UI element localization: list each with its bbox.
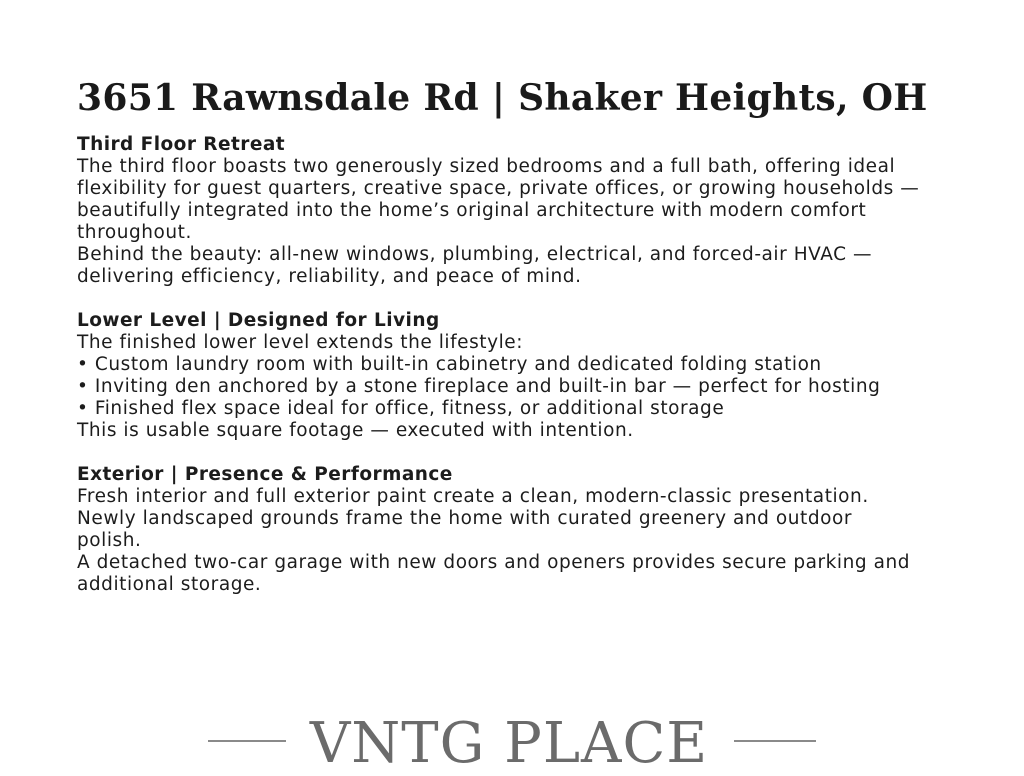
section-exterior (77, 464, 977, 596)
bullet-item: • Custom laundry room with built-in cabinetry and dedicated folding station (77, 354, 822, 375)
section-heading-third-floor: Third Floor Retreat (77, 134, 286, 155)
paragraph-line: flexibility for guest quarters, creative space, private offices, or growing households — (77, 178, 920, 199)
section-heading-exterior: Exterior | Presence & Performance (77, 464, 453, 485)
paragraph-line: A detached two-car garage with new doors and openers provides secure parking and (77, 552, 911, 573)
page-title: 3651 Rawnsdale Rd | Shaker Heights, OH (77, 77, 928, 119)
section-third-floor (77, 134, 977, 288)
paragraph-line: Behind the beauty: all-new windows, plumbing, electrical, and forced-air HVAC — (77, 244, 873, 265)
section-spacer (77, 442, 977, 464)
brand-logo (208, 711, 816, 776)
paragraph-line: Fresh interior and full exterior paint create a clean, modern-classic presentation. (77, 486, 869, 507)
paragraph-line: additional storage. (77, 574, 262, 595)
paragraph-line: The finished lower level extends the lifestyle: (77, 332, 523, 353)
bullet-item: • Inviting den anchored by a stone fireplace and built-in bar — perfect for hosting (77, 376, 881, 397)
section-lower-level (77, 310, 977, 442)
paragraph-line: This is usable square footage — executed with intention. (77, 420, 634, 441)
paragraph-line: The third floor boasts two generously sized bedrooms and a full bath, offering ideal (77, 156, 896, 177)
logo-rule-right (734, 740, 816, 742)
logo-rule-left (208, 740, 286, 742)
section-heading-lower-level: Lower Level | Designed for Living (77, 310, 440, 331)
bullet-item: • Finished flex space ideal for office, fitness, or additional storage (77, 398, 725, 419)
paragraph-line: delivering efficiency, reliability, and peace of mind. (77, 266, 582, 287)
section-spacer (77, 288, 977, 310)
document-body (77, 134, 977, 596)
paragraph-line: throughout. (77, 222, 192, 243)
paragraph-line: beautifully integrated into the home’s original architecture with modern comfort (77, 200, 867, 221)
paragraph-line: polish. (77, 530, 142, 551)
paragraph-line: Newly landscaped grounds frame the home with curated greenery and outdoor (77, 508, 853, 529)
logo-wordmark: VNTG PLACE (309, 711, 709, 776)
